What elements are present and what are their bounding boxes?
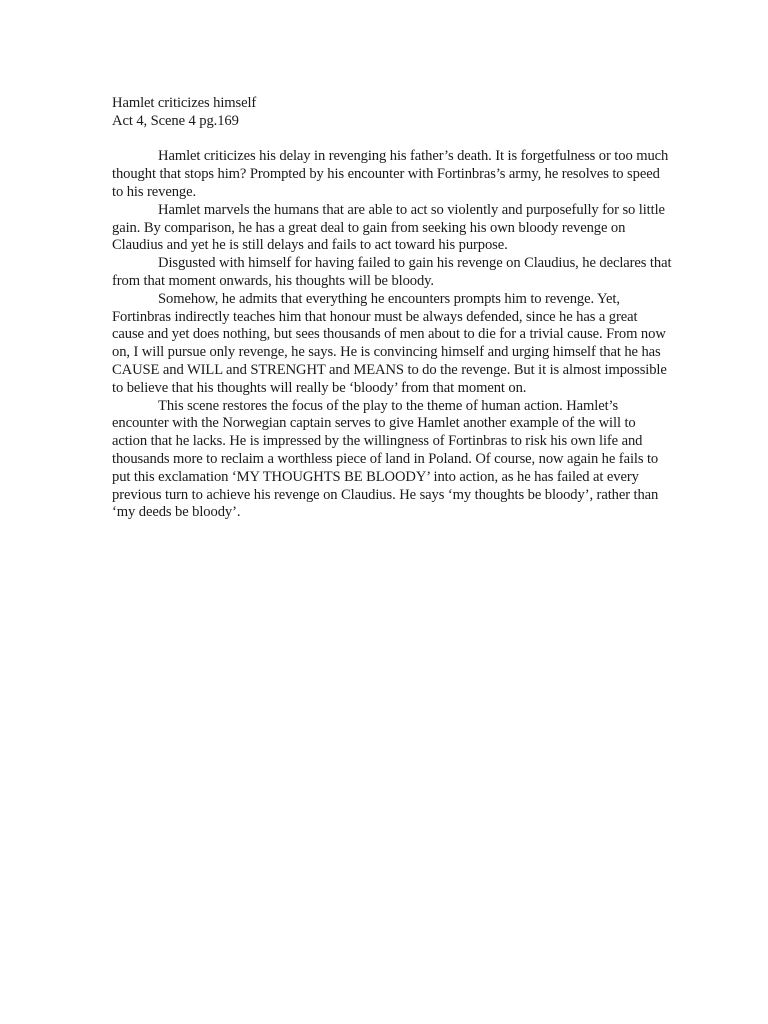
paragraph-3: Disgusted with himself for having failed to gain his revenge on Claudius, he declares that from that moment onwards, his thoughts will be bloody. xyxy=(112,255,672,289)
blank-line xyxy=(112,131,672,149)
document-subtitle: Act 4, Scene 4 pg.169 xyxy=(112,112,239,129)
document-body xyxy=(112,95,672,522)
paragraph-1: Hamlet criticizes his delay in revenging his father’s death. It is forgetfulness or too much thought that stops him? Prompted by his encounter with Fortinbras’s army, he resolves to speed to his revenge. xyxy=(112,148,669,200)
document-title: Hamlet criticizes himself xyxy=(112,95,257,111)
paragraph-5: This scene restores the focus of the play to the theme of human action. Hamlet’s encounter with the Norwegian captain serves to give Hamlet another example of the will to action that he lacks. He is impressed by the willingness of Fortinbras to risk his own life and thousands more to reclaim a worthless piece of land in Poland. Of course, now again he fails to put this exclamation ‘MY THOUGHTS BE BLOODY’ into action, as he has failed at every previous turn to achieve his revenge on Claudius. He says ‘my thoughts be bloody’, rather than ‘my deeds be bloody’. xyxy=(112,397,659,521)
paragraph-4: Somehow, he admits that everything he encounters prompts him to revenge. Yet, Fortinbras indirectly teaches him that honour must be always defended, since he has a great cause and yet does nothing, but sees thousands of men about to die for a trivial cause. From now on, I will pursue only revenge, he says. He is convincing himself and urging himself that he has CAUSE and WILL and STRENGHT and MEANS to do the revenge. But it is almost impossible to believe that his thoughts will really be ‘bloody’ from that moment on. xyxy=(112,290,667,396)
paragraph-2: Hamlet marvels the humans that are able to act so violently and purposefully for so little gain. By comparison, he has a great deal to gain from seeking his own bloody revenge on Claudius and yet he is still delays and fails to act toward his purpose. xyxy=(112,201,665,254)
